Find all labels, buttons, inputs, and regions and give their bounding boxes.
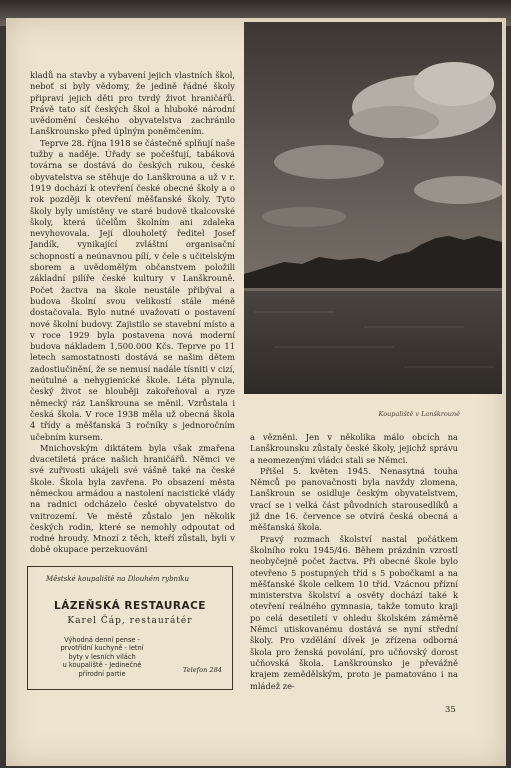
paragraph: kladů na stavby a vybavení jejich vlastních škol, neboť si byly vědomy, že jedině řádné školy připraví jejich děti pro tvrdý život hraničářů. Právě tato síť českých škol a hluboké národní uvědomění českého obyvatelstva zachránilo Lanškrounsko před úplným poněmčením. (30, 70, 235, 137)
ad-description-line: Výhodná denní pense - (64, 636, 140, 644)
ad-owner: Karel Čáp, restaurátér (67, 616, 193, 626)
ad-title: LÁZEŇSKÁ RESTAURACE (54, 600, 206, 612)
ad-phone: Telefon 284 (182, 666, 222, 674)
ad-description (42, 636, 162, 678)
left-text-column (30, 70, 235, 556)
photo-caption: Koupaliště v Lanškrouně (378, 410, 460, 418)
paragraph: Přišel 5. květen 1945. Nenasytná touha Němců po panovačnosti byla navždy zlomena, Lanškroun se osidluje českým obyvatelstvem, vrací se i velká část původních starousedlíků a již dne 16. července se otvírá česká obecná a měšťanská škola. (250, 465, 458, 533)
ad-description-line: přírodní partie (78, 669, 126, 678)
ad-description-line: u koupaliště - Jedinečné (62, 661, 142, 670)
paragraph: a vězněni. Jen v několika málo obcích na Lanškrounsku zůstaly české školy, jejichž správu a neomezenými vládci stali se Němci. (250, 432, 458, 465)
paragraph: Teprve 28. října 1918 se částečně splňují naše tužby a naděje. Úřady se počešťují, tabáková továrna se dostává do českých rukou, české obyvatelstva se stěhuje do Lanškrouna a už v r. 1919 dochází k otevření české obecné školy a o rok později k otevření měšťanské školy. Tyto školy byly umístěny ve staré budově tkalcovské školy, která účelům školním ani zdaleka nevyhovovala. Její dlouholetý ředitel Josef Jandík, vynikající zvláštní organisační schopností a neúnavnou pílí, v čele s učitelským sborem a uvědomělým občanstvem položili základní pilíře české kultury v Lanškrouně. Počet žactva na škole neustále přibýval a budova školní svou velikostí stále méně dostačovala. Bylo nutné uvažovati o postavení nové školní budovy. Zajistilo se stavební místo a v roce 1929 byla postavena nová moderní budova nákladem 1,500.000 Kčs. Teprve po 11 letech samostatnosti dostává se našim dětem zadostiučinění, že se nemusí nadále tísniti v cizí, neútulné a nehygienické škole. Léta plynula, český život se hlouběji zakořeňoval a ryze německý ráz Lanškrouna se měnil. Vzrůstala i česká škola. V roce 1938 měla už obecná škola 4 třídy a měšťanská 3 ročníky s jednoročním učebním kursem. (30, 137, 235, 442)
paragraph: Mnichovským diktátem byla však zmařena dvacetiletá práce našich hraničářů. Němci ve své zuřivosti ukájeli své vášně také na české škole. Škola byla zavřena. Po obsazení města německou armádou a nastolení nacistické vlády na radnici odcházelo české obyvatelstvo do vnitrozemí. Ve městě zůstalo jen několik českých rodin, které se nemohly odpoutat od rodné hroudy. Mnozí z těch, kteří zůstali, byli v době okupace perzekuováni (30, 442, 235, 555)
ad-header: Městské koupaliště na Dlouhém rybníku (46, 575, 190, 583)
paragraph: Pravý rozmach školství nastal počátkem školního roku 1945/46. Během prázdnin vzrostl neobyčejně počet žactva. Při obecné škole bylo otevřeno 5 postupných tříd s 5 pobočkami a na měšťanské škole celkem 10 tříd. Vzácnou přízní ministerstva školství a osvěty dochází také k otevření reálného gymnasia, takže tomuto kraji po celá desetiletí v ohledu školském záměrně Němci utiskovanému dostává se nyní střední školy. Pro vzdělání dívek je zřízena odborná škola pro ženská povolání, pro učňovský dorost učňovská škola. Lanškrounsko je převážně krajem zemědělským, proto je pamatováno i na mládež ze- (250, 533, 458, 691)
page-number: 35 (445, 705, 456, 715)
right-text-column (250, 432, 458, 692)
lake-photo (244, 22, 502, 394)
ad-description-line: prvotřídní kuchyně - letní (60, 644, 144, 653)
ad-description-line: byty v lesních vilách (68, 652, 136, 661)
restaurant-advertisement (27, 566, 233, 690)
